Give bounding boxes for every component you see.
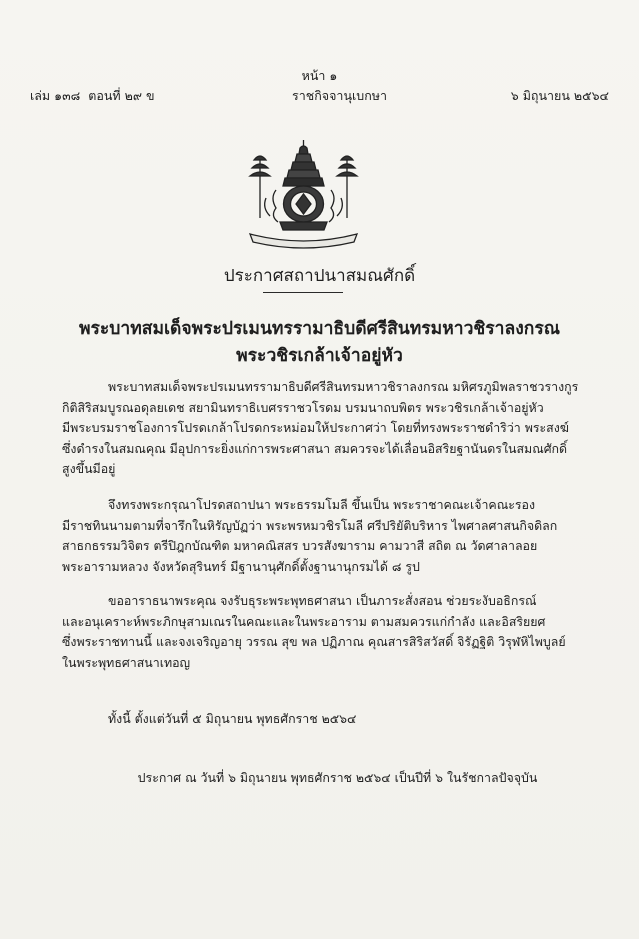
gazette-header	[30, 86, 609, 104]
royal-emblem-icon	[236, 138, 371, 250]
gazette-date: ๖ มิถุนายน ๒๕๖๔	[510, 88, 609, 103]
text-line: ทั้งนี้ ตั้งแต่วันที่ ๕ มิถุนายน พุทธศักราช ๒๕๖๔	[108, 711, 357, 726]
text-line: มีราชทินนามตามที่จารึกในหิรัญบัฏว่า พระพรหมวชิรโมลี ศรีปริยัติบริหาร ไพศาลศาสนกิจดิลก	[62, 517, 558, 533]
section-number: ตอนที่ ๒๙ ข	[88, 88, 155, 103]
text-line: ซึ่งดำรงในสมณคุณ มีอุปการะยิ่งแก่การพระศาสนา สมควรจะได้เลื่อนอิสริยฐานันดรในสมณศักดิ์	[62, 440, 568, 456]
text-line: สูงขึ้นมีอยู่	[62, 461, 116, 477]
paragraph-4	[62, 709, 582, 730]
title-divider	[263, 292, 343, 293]
announcement-title: ประกาศสถาปนาสมณศักดิ์	[223, 266, 416, 286]
king-name-line-1: พระบาทสมเด็จพระปรเมนทรรามาธิบดีศรีสินทรมหาวชิราลงกรณ	[78, 319, 561, 339]
king-name	[0, 316, 639, 370]
paragraph-2	[62, 495, 582, 577]
text-line: ซึ่งพระราชทานนี้ และจงเจริญอายุ วรรณ สุข พล ปฏิภาณ คุณสารสิริสวัสดิ์ จิรัฏฐิติ วิรุฬหิไพบูลย์	[62, 634, 566, 650]
volume-number: เล่ม ๑๓๘	[30, 88, 81, 103]
text-line: มีพระบรมราชโองการโปรดเกล้าโปรดกระหม่อมให้ประกาศว่า โดยที่ทรงพระราชดำริว่า พระสงฆ์	[62, 420, 569, 436]
text-line: พระบาทสมเด็จพระปรเมนทรรามาธิบดีศรีสินทรมหาวชิราลงกรณ มหิศรภูมิพลราชวรางกูร	[108, 379, 579, 394]
closing-statement: ประกาศ ณ วันที่ ๖ มิถุนายน พุทธศักราช ๒๕๖๔ เป็นปีที่ ๖ ในรัชกาลปัจจุบัน	[137, 770, 538, 785]
text-line: และอนุเคราะห์พระภิกษุสามเณรในคณะและในพระอาราม ตามสมควรแก่กำลัง และอิสริยยศ	[62, 613, 546, 629]
text-line: กิติสิริสมบูรณอดุลยเดช สยามินทราธิเบศรราชวโรดม บรมนาถบพิตร พระวชิรเกล้าเจ้าอยู่หัว	[62, 399, 544, 415]
text-line: พระอารามหลวง จังหวัดสุรินทร์ มีฐานานุศักดิ์ตั้งฐานานุกรมได้ ๘ รูป	[62, 558, 420, 574]
king-name-line-2: พระวชิรเกล้าเจ้าอยู่หัว	[236, 346, 403, 366]
text-line: สาธกธรรมวิจิตร ตรีปิฎกบัณฑิต มหาคณิสสร บวรสังฆาราม คามวาสี สถิต ณ วัดศาลาลอย	[62, 538, 538, 554]
text-line: จึงทรงพระกรุณาโปรดสถาปนา พระธรรมโมลี ขึ้นเป็น พระราชาคณะเจ้าคณะรอง	[108, 497, 536, 512]
text-line: ในพระพุทธศาสนาเทอญ	[62, 654, 191, 670]
paragraph-1	[62, 377, 582, 480]
paragraph-3	[62, 591, 582, 673]
page-number: หน้า ๑	[301, 68, 338, 83]
gazette-name: ราชกิจจานุเบกษา	[292, 88, 388, 103]
volume-section	[30, 86, 159, 106]
text-line: ขออาราธนาพระคุณ จงรับธุระพระพุทธศาสนา เป็นภาระสั่งสอน ช่วยระงับอธิกรณ์	[108, 593, 537, 608]
